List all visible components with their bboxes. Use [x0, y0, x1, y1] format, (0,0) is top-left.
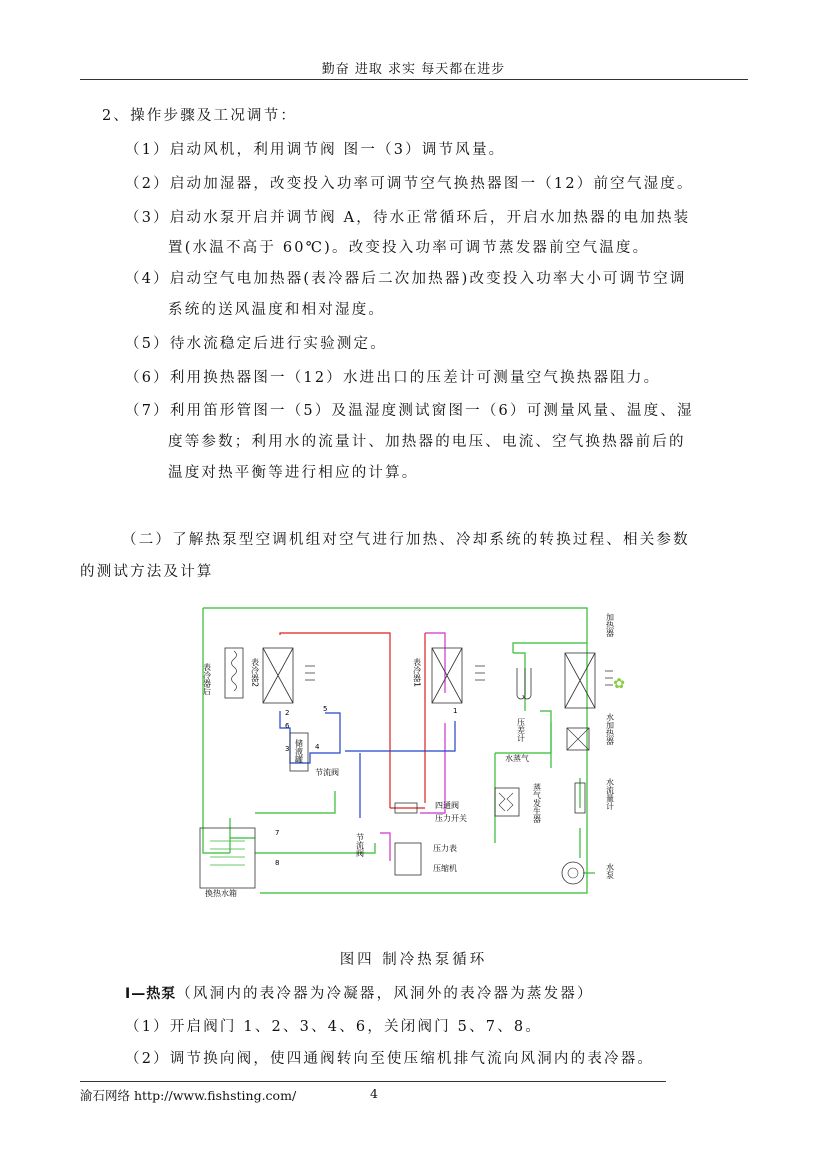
part-title-line2: 的测试方法及计算 [80, 564, 214, 580]
valve-number: 3 [285, 745, 290, 753]
header-divider [80, 79, 748, 80]
heat-pump-title: Ⅰ—热泵 [125, 986, 177, 1002]
part-title-line1: （二）了解热泵型空调机组对空气进行加热、冷却系统的转换过程、相关参数 [122, 532, 690, 548]
step-line: （5）待水流稳定后进行实验测定。 [125, 336, 387, 352]
label-pump: 水泵 [605, 863, 615, 879]
step-line: 系统的送风温度和相对湿度。 [168, 302, 386, 318]
label-cooler1: 表冷器1 [412, 658, 422, 688]
valve-number: 6 [285, 722, 290, 730]
label-steam: 水蒸气 [505, 754, 529, 763]
label-throttle-left: 节流阀 [355, 833, 365, 857]
label-four-way: 四通阀 [435, 801, 459, 810]
after-cooler-coil [225, 648, 243, 698]
valve-number: 8 [275, 859, 280, 867]
step-line: （7）利用笛形管图一（5）及温湿度测试窗图一（6）可测量风量、温度、湿 [125, 403, 694, 419]
heat-exchange-tank [200, 828, 255, 888]
page-number: 4 [370, 1086, 378, 1101]
step-line: （4）启动空气电加热器(表冷器后二次加热器)改变投入功率大小可调节空调 [125, 271, 687, 287]
manometer-icon [517, 668, 531, 699]
pump-icon [562, 862, 584, 884]
label-manometer: 压差计 [516, 718, 526, 742]
heat-pump-heading [125, 982, 594, 1003]
heat-pump-diagram [195, 603, 625, 903]
valve-number: 5 [323, 705, 328, 713]
step-line: （2）调节换向阀，使四通阀转向至使压缩机排气流向风洞内的表冷器。 [125, 1051, 655, 1067]
label-pressure-switch: 压力开关 [435, 814, 467, 823]
label-flowmeter: 水流量计 [605, 778, 615, 810]
label-tank: 换热水箱 [205, 889, 237, 898]
steam-generator-box [495, 788, 519, 816]
step-line: （2）启动加湿器，改变投入功率可调节空气换热器图一（12）前空气湿度。 [125, 176, 694, 192]
label-gauge: 压力表 [433, 844, 457, 853]
label-steam-gen: 蒸气发生器 [532, 783, 542, 823]
label-heater: 加热器 [605, 613, 615, 637]
step-line: （3）启动水泵开启并调节阀 A，待水正常循环后，开启水加热器的电加热装 [125, 210, 691, 226]
valve-number: 7 [275, 829, 280, 837]
valve-number: 2 [285, 709, 290, 717]
page-header: 勤奋 进取 求实 每天都在进步 [321, 62, 506, 77]
label-water-heater: 水加热器 [605, 713, 615, 745]
step-line: 置(水温不高于 60℃)。改变投入功率可调节蒸发器前空气温度。 [168, 240, 650, 256]
label-compressor: 压缩机 [433, 864, 457, 873]
step-line: 度等参数；利用水的流量计、加热器的电压、电流、空气换热器前后的 [168, 434, 686, 450]
fan-icon: ✿ [613, 676, 625, 692]
valve-number: 4 [315, 743, 320, 751]
step-line: （1）开启阀门 1、2、3、4、6，关闭阀门 5、7、8。 [125, 1019, 543, 1035]
heat-pump-note: （风洞内的表冷器为冷凝器，风洞外的表冷器为蒸发器） [176, 986, 594, 1002]
step-line: 温度对热平衡等进行相应的计算。 [168, 465, 419, 481]
label-cooler2: 表冷器2 [250, 658, 260, 688]
valve-number: 1 [453, 707, 458, 715]
step-line: （1）启动风机，利用调节阀 图一（3）调节风量。 [125, 142, 506, 158]
label-receiver: 储液罐 [294, 739, 304, 763]
section-title: 2、操作步骤及工况调节： [102, 108, 298, 124]
figure-caption: 图四 制冷热泵循环 [339, 952, 488, 968]
footer-site-link[interactable]: 渝石网络 http://www.fishsting.com/ [80, 1088, 297, 1103]
footer-divider [80, 1081, 666, 1082]
label-after-cooler: 表冷器后 [202, 663, 212, 695]
compressor-icon [395, 843, 421, 875]
label-throttle-top: 节流阀 [315, 768, 339, 777]
step-line: （6）利用换热器图一（12）水进出口的压差计可测量空气换热器阻力。 [125, 370, 661, 386]
